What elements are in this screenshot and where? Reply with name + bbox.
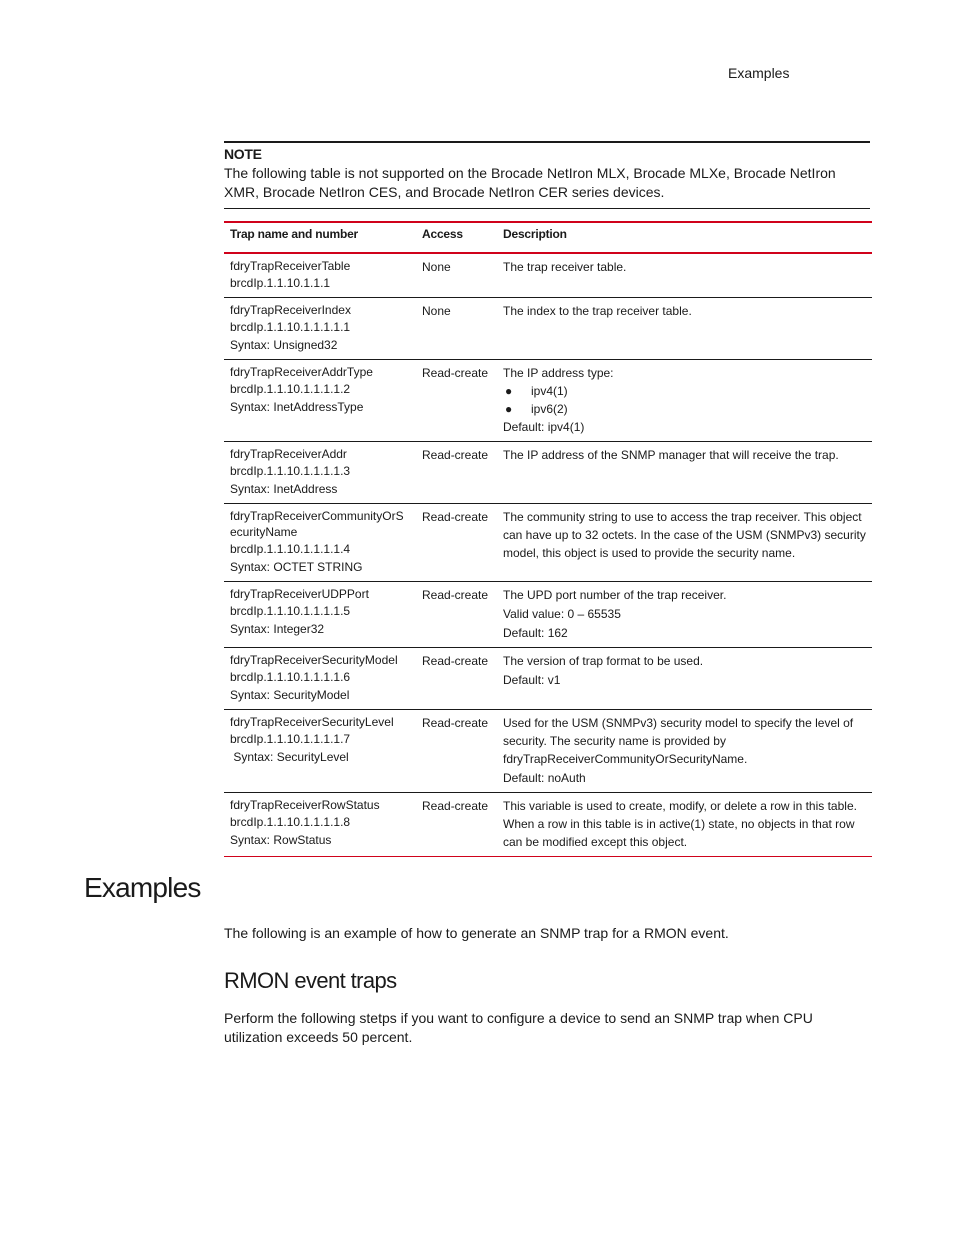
trap-syntax: Syntax: SecurityLevel (230, 750, 349, 764)
column-header-description: Description (497, 222, 872, 253)
description-text: The IP address type: (503, 366, 614, 380)
trap-syntax: Syntax: Unsigned32 (230, 338, 338, 352)
trap-oid: brcdIp.1.1.10.1.1.1.1.5 (230, 604, 351, 618)
trap-syntax: Syntax: SecurityModel (230, 688, 350, 702)
trap-syntax: Syntax: InetAddress (230, 482, 338, 496)
access-cell: Read-create (416, 648, 497, 710)
bullet-text: ipv4(1) (531, 384, 568, 398)
column-header-trap-name: Trap name and number (224, 222, 416, 253)
trap-syntax: Syntax: Integer32 (230, 622, 325, 636)
table-row (224, 793, 872, 857)
description-cell (497, 360, 872, 442)
trap-name-cell (224, 253, 416, 298)
table-body (224, 253, 872, 857)
description-cell (497, 298, 872, 360)
description-text: The trap receiver table. (503, 260, 627, 274)
trap-receiver-table (224, 221, 872, 857)
description-text: Default: noAuth (503, 771, 586, 785)
trap-oid: brcdIp.1.1.10.1.1.1.1.7 (230, 732, 351, 746)
trap-oid: brcdIp.1.1.10.1.1.1.1.3 (230, 464, 351, 478)
examples-intro-paragraph: The following is an example of how to generate an SNMP trap for a RMON event. (224, 925, 729, 941)
trap-name: fdryTrapReceiverSecurityModel (230, 653, 398, 667)
note-box (224, 141, 870, 209)
section-heading-examples: Examples (84, 872, 201, 903)
description-text: The index to the trap receiver table. (503, 304, 692, 318)
description-text: The community string to use to access the trap receiver. This object can have up to 32 octets. In the case of the USM (SNMPv3) security model, this object is used to provide the security name. (503, 510, 866, 560)
table-row (224, 253, 872, 298)
trap-name-cell (224, 793, 416, 857)
trap-name-cell (224, 298, 416, 360)
trap-oid: brcdIp.1.1.10.1.1.1.1.2 (230, 382, 351, 396)
trap-name-cell (224, 360, 416, 442)
trap-name: fdryTrapReceiverSecurityLevel (230, 715, 394, 729)
table-row (224, 582, 872, 648)
description-text: The UPD port number of the trap receiver. (503, 588, 727, 602)
trap-name: fdryTrapReceiverUDPPort (230, 587, 369, 601)
trap-oid: brcdIp.1.1.10.1.1.1.1.4 (230, 542, 351, 556)
table-row (224, 710, 872, 793)
trap-oid: brcdIp.1.1.10.1.1.1 (230, 276, 331, 290)
trap-name-cell (224, 504, 416, 582)
trap-name: fdryTrapReceiverCommunityOrS ecurityName (230, 509, 404, 539)
bullet-item (503, 382, 866, 400)
note-text: The following table is not supported on the Brocade NetIron MLX, Brocade MLXe, Brocade NetIron XMR, Brocade NetIron CES, and Brocade NetIron CER series devices. (224, 165, 836, 200)
access-cell: Read-create (416, 793, 497, 857)
trap-oid: brcdIp.1.1.10.1.1.1.1.6 (230, 670, 351, 684)
trap-syntax: Syntax: InetAddressType (230, 400, 364, 414)
access-cell: Read-create (416, 710, 497, 793)
access-cell: None (416, 298, 497, 360)
trap-name-cell (224, 442, 416, 504)
access-cell: Read-create (416, 442, 497, 504)
trap-name-cell (224, 648, 416, 710)
table-row (224, 442, 872, 504)
note-label: NOTE (224, 146, 262, 162)
access-cell: Read-create (416, 504, 497, 582)
bullet-icon: ● (505, 384, 513, 398)
trap-name: fdryTrapReceiverAddr (230, 447, 347, 461)
trap-syntax: Syntax: OCTET STRING (230, 560, 363, 574)
trap-name: fdryTrapReceiverTable (230, 259, 351, 273)
table-row (224, 504, 872, 582)
trap-syntax: Syntax: RowStatus (230, 833, 332, 847)
description-text: Valid value: 0 – 65535 (503, 607, 621, 621)
table-row (224, 648, 872, 710)
description-cell (497, 648, 872, 710)
bullet-text: ipv6(2) (531, 402, 568, 416)
column-header-access: Access (416, 222, 497, 253)
description-text: This variable is used to create, modify, or delete a row in this table. When a row in this table is in active(1) state, no objects in that row can be modified except this object. (503, 799, 857, 849)
description-text: Default: 162 (503, 626, 568, 640)
description-cell (497, 442, 872, 504)
trap-name-cell (224, 582, 416, 648)
trap-name-cell (224, 710, 416, 793)
running-header: Examples (728, 65, 790, 81)
description-text: The IP address of the SNMP manager that will receive the trap. (503, 448, 839, 462)
description-cell (497, 504, 872, 582)
description-default: Default: ipv4(1) (503, 420, 585, 434)
subsection-heading-rmon-event-traps: RMON event traps (224, 968, 397, 993)
trap-oid: brcdIp.1.1.10.1.1.1.1.1 (230, 320, 351, 334)
access-cell: None (416, 253, 497, 298)
bullet-icon: ● (505, 402, 513, 416)
description-text: Default: v1 (503, 673, 561, 687)
table-row (224, 298, 872, 360)
access-cell: Read-create (416, 360, 497, 442)
description-text: The version of trap format to be used. (503, 654, 704, 668)
description-cell (497, 793, 872, 857)
table-header-row (224, 222, 872, 253)
trap-name: fdryTrapReceiverIndex (230, 303, 351, 317)
trap-name: fdryTrapReceiverRowStatus (230, 798, 380, 812)
bullet-item (503, 400, 866, 418)
trap-name: fdryTrapReceiverAddrType (230, 365, 373, 379)
trap-oid: brcdIp.1.1.10.1.1.1.1.8 (230, 815, 351, 829)
description-text: Used for the USM (SNMPv3) security model to specify the level of security. The security name is provided by fdryTrapReceiverCommunityOrSecurityName. (503, 716, 854, 766)
description-cell (497, 710, 872, 793)
access-cell: Read-create (416, 582, 497, 648)
rmon-event-traps-paragraph: Perform the following stetps if you want to configure a device to send an SNMP trap when CPU utilization exceeds 50 percent. (224, 1010, 813, 1045)
description-cell (497, 582, 872, 648)
description-cell (497, 253, 872, 298)
table-row (224, 360, 872, 442)
